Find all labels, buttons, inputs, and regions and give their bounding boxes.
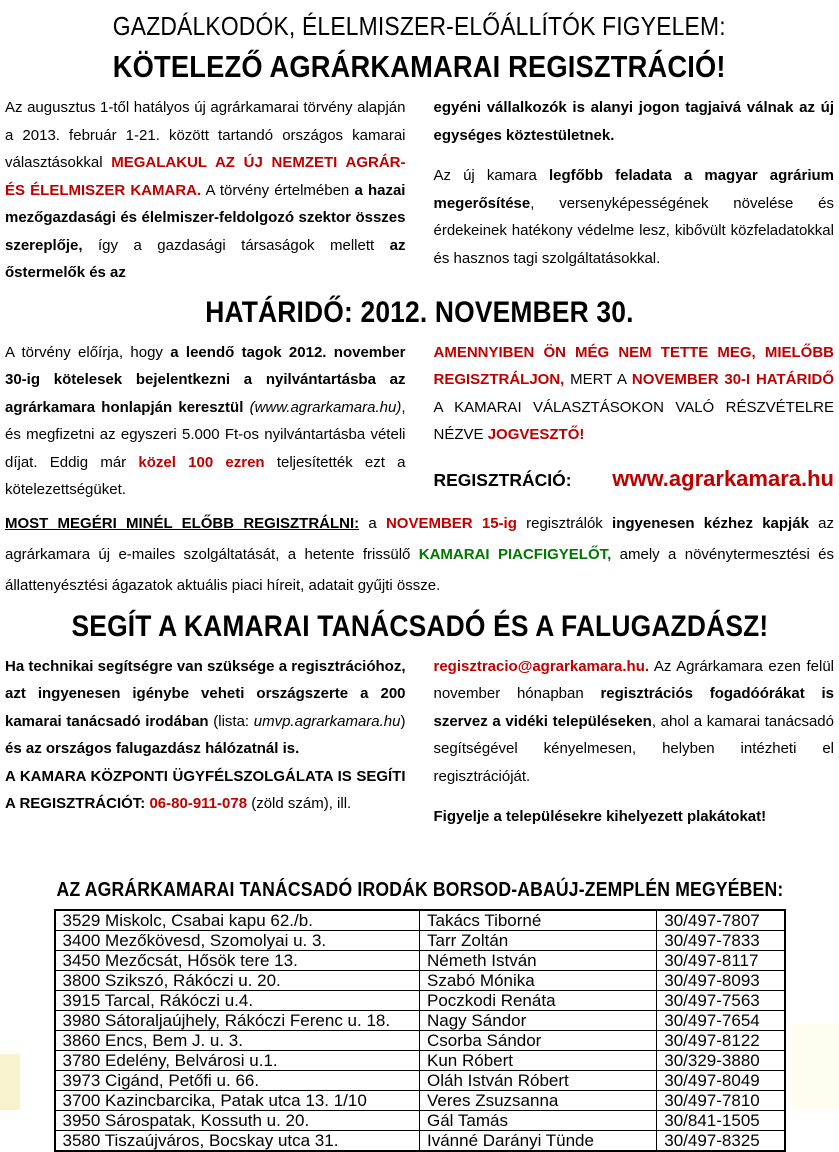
table-row bbox=[55, 910, 785, 931]
early-registration-paragraph bbox=[5, 508, 834, 601]
table-row bbox=[55, 1050, 785, 1070]
table-row bbox=[55, 1110, 785, 1130]
table-cell: Nagy Sándor bbox=[420, 1010, 657, 1030]
text-run: A KAMARAI VÁLASZTÁSOKON VALÓ RÉSZVÉTELRE NÉZVE bbox=[433, 398, 834, 443]
membership-paragraph bbox=[434, 94, 835, 149]
table-cell: 3580 Tiszaújváros, Bocskay utca 31. bbox=[55, 1130, 420, 1151]
table-cell: 3780 Edelény, Belvárosi u.1. bbox=[55, 1050, 420, 1070]
table-cell: 3860 Encs, Bem J. u. 3. bbox=[55, 1030, 420, 1050]
offices-table-title bbox=[5, 877, 834, 903]
advisor-right-column bbox=[434, 653, 835, 831]
table-cell: 30/497-8049 bbox=[657, 1070, 785, 1090]
main-title-text: KÖTELEZŐ AGRÁRKAMARAI REGISZTRÁCIÓ! bbox=[113, 49, 726, 84]
table-cell: 30/497-7654 bbox=[657, 1010, 785, 1030]
table-cell: 30/497-7810 bbox=[657, 1090, 785, 1110]
text-run: AMENNYIBEN ÖN MÉG NEM TETTE MEG, MIELŐBB REGISZTRÁLJON, bbox=[433, 343, 834, 388]
text-run: a leendő tagok 2012. november 30-ig kötelesek bejelentkezni a nyilvántartásba az agrárkamara honlapján keresztül bbox=[5, 343, 406, 416]
table-cell: Kun Róbert bbox=[420, 1050, 657, 1070]
intro-section bbox=[5, 94, 834, 287]
text-run: regisztrálók bbox=[516, 514, 613, 532]
text-run: a hazai mezőgazdasági és élelmiszer-feldolgozó szektor összes szereplője, bbox=[5, 181, 406, 254]
advisor-left-column bbox=[5, 653, 406, 831]
text-run: KAMARAI PIACFIGYELŐT, bbox=[418, 545, 612, 563]
text-run: legfőbb feladata a magyar agrárium megerősítése bbox=[433, 167, 834, 212]
table-cell: 30/497-8093 bbox=[657, 970, 785, 990]
posters-paragraph bbox=[434, 803, 835, 831]
text-run: (www.agrarkamara.hu) bbox=[249, 398, 402, 416]
table-cell: 3400 Mezőkövesd, Szomolyai u. 3. bbox=[55, 930, 420, 950]
registration-url: www.agrarkamara.hu bbox=[612, 465, 834, 491]
text-run: , versenyképességének növelése és érdekeinek hatékony védelme lesz, kibővült közfeladatokkal és hasznos tagi szolgáltatásokkal. bbox=[433, 194, 834, 267]
attention-heading-text: GAZDÁLKODÓK, ÉLELMISZER-ELŐÁLLÍTÓK FIGYELEM: bbox=[113, 11, 726, 41]
text-run: A KAMARA KÖZPONTI ÜGYFÉLSZOLGÁLATA IS SEGÍTI A REGISZTRÁCIÓT: bbox=[5, 767, 406, 812]
table-cell: Gál Tamás bbox=[420, 1110, 657, 1130]
table-cell: 30/497-8117 bbox=[657, 950, 785, 970]
table-cell: 3800 Szikszó, Rákóczi u. 20. bbox=[55, 970, 420, 990]
text-run: ingyenesen kézhez kapják bbox=[612, 514, 809, 532]
table-row bbox=[55, 930, 785, 950]
table-row bbox=[55, 1030, 785, 1050]
text-run: 06-80-911-078 bbox=[149, 795, 248, 812]
intro-paragraph bbox=[5, 94, 406, 287]
text-run: JOGVESZTŐ! bbox=[487, 426, 585, 443]
offices-table-title-text: AZ AGRÁRKAMARAI TANÁCSADÓ IRODÁK BORSOD-ABAÚJ-ZEMPLÉN MEGYÉBEN: bbox=[56, 878, 783, 901]
attention-heading bbox=[5, 8, 834, 44]
text-run: közel 100 ezren bbox=[138, 453, 265, 471]
text-run: az őstermelők és az bbox=[5, 236, 406, 281]
text-run: MEGALAKUL AZ ÚJ NEMZETI AGRÁR- ÉS ÉLELMISZER KAMARA. bbox=[5, 154, 406, 199]
scan-stain-left bbox=[0, 1054, 20, 1110]
deadline-heading bbox=[5, 293, 834, 333]
table-cell: Takács Tiborné bbox=[420, 910, 657, 931]
table-cell: 30/497-8122 bbox=[657, 1030, 785, 1050]
text-run: és az országos falugazdász hálózatnál is. bbox=[5, 740, 300, 757]
text-run: (zöld szám), ill. bbox=[247, 795, 352, 812]
text-run: (lista: bbox=[208, 712, 254, 730]
table-row bbox=[55, 1130, 785, 1151]
call-center-paragraph bbox=[5, 763, 406, 818]
text-run: teljesítették ezt a kötelezettségüket. bbox=[5, 453, 406, 498]
text-run: regisztracio@agrarkamara.hu. bbox=[433, 657, 650, 675]
deadline-heading-text: HATÁRIDŐ: 2012. NOVEMBER 30. bbox=[205, 295, 634, 329]
registration-line bbox=[434, 465, 835, 495]
text-run: NOVEMBER 30-I HATÁRIDŐ bbox=[631, 371, 835, 388]
table-cell: 30/497-7563 bbox=[657, 990, 785, 1010]
table-cell: Poczkodi Renáta bbox=[420, 990, 657, 1010]
text-run: NOVEMBER 15-ig bbox=[385, 514, 517, 532]
intro-right-column bbox=[434, 94, 835, 287]
technical-help-paragraph bbox=[5, 653, 406, 763]
text-run: Ha technikai segítségre van szüksége a regisztrációhoz, azt ingyenesen igénybe veheti országszerte a 200 kamarai tanácsadó irodában bbox=[5, 657, 406, 730]
advisor-section bbox=[5, 653, 834, 831]
obligation-paragraph bbox=[5, 339, 406, 504]
table-cell: Oláh István Róbert bbox=[420, 1070, 657, 1090]
text-run: ) bbox=[400, 712, 406, 730]
advisor-heading bbox=[5, 607, 834, 647]
text-run: regisztrációs fogadóórákat is szervez a vidéki településeken bbox=[433, 685, 834, 730]
text-run: MERT A bbox=[564, 371, 632, 388]
table-cell: 30/497-7833 bbox=[657, 930, 785, 950]
intro-left-column bbox=[5, 94, 406, 287]
table-cell: Ivánné Darányi Tünde bbox=[420, 1130, 657, 1151]
text-run: Figyelje a településekre kihelyezett plakátokat! bbox=[433, 808, 767, 825]
table-cell: Csorba Sándor bbox=[420, 1030, 657, 1050]
table-row bbox=[55, 1070, 785, 1090]
table-cell: 3915 Tarcal, Rákóczi u.4. bbox=[55, 990, 420, 1010]
registration-label: REGISZTRÁCIÓ: bbox=[433, 469, 572, 490]
table-cell: 3980 Sátoraljaújhely, Rákóczi Ferenc u. 18. bbox=[55, 1010, 420, 1030]
table-cell: 30/329-3880 bbox=[657, 1050, 785, 1070]
table-row bbox=[55, 1010, 785, 1030]
table-cell: Németh István bbox=[420, 950, 657, 970]
table-cell: 3450 Mezőcsát, Hősök tere 13. bbox=[55, 950, 420, 970]
email-office-hours-paragraph bbox=[434, 653, 835, 791]
text-run: umvp.agrarkamara.hu bbox=[253, 712, 401, 730]
text-run: MOST MEGÉRI MINÉL ELŐBB REGISZTRÁLNI: bbox=[5, 514, 360, 532]
chamber-role-paragraph bbox=[434, 162, 835, 272]
advisor-heading-text: SEGÍT A KAMARAI TANÁCSADÓ ÉS A FALUGAZDÁSZ! bbox=[71, 609, 768, 643]
text-run: amely a növénytermesztési és állattenyésztési ágazatok aktuális piaci híreit, adatait gyűjti össze. bbox=[5, 545, 835, 594]
text-run: így a gazdasági társaságok mellett bbox=[82, 236, 390, 254]
deadline-right-column bbox=[434, 339, 835, 504]
table-cell: 3950 Sárospatak, Kossuth u. 20. bbox=[55, 1110, 420, 1130]
warning-paragraph bbox=[434, 339, 835, 449]
main-title bbox=[5, 46, 834, 88]
table-cell: 30/497-8325 bbox=[657, 1130, 785, 1151]
table-cell: Veres Zsuzsanna bbox=[420, 1090, 657, 1110]
deadline-left-column bbox=[5, 339, 406, 504]
text-run: Az Agrárkamara ezen felül november hónapban bbox=[433, 657, 834, 702]
text-run: az agrárkamara új e-mailes szolgáltatását, a hetente frissülő bbox=[5, 514, 834, 563]
text-run: A törvény előírja, hogy bbox=[5, 343, 171, 361]
table-cell: 30/841-1505 bbox=[657, 1110, 785, 1130]
text-run: Az augusztus 1-től hatályos új agrárkamarai törvény alapján a 2013. február 1-21. között tartandó országos kamarai választásokkal bbox=[5, 99, 406, 171]
table-cell: Tarr Zoltán bbox=[420, 930, 657, 950]
table-cell: 3529 Miskolc, Csabai kapu 62./b. bbox=[55, 910, 420, 931]
table-row bbox=[55, 950, 785, 970]
table-cell: 30/497-7807 bbox=[657, 910, 785, 931]
text-run: a bbox=[359, 514, 386, 532]
text-run: A törvény értelmében bbox=[201, 181, 355, 199]
deadline-section bbox=[5, 339, 834, 504]
scan-stain-right bbox=[791, 1024, 839, 1110]
table-row bbox=[55, 970, 785, 990]
text-run: , ahol a kamarai tanácsadó segítségével kényelmesen, helyben intézheti el regisztrációját. bbox=[433, 712, 834, 785]
table-row bbox=[55, 990, 785, 1010]
table-cell: 3973 Cigánd, Petőfi u. 66. bbox=[55, 1070, 420, 1090]
text-run: Az új kamara bbox=[433, 167, 549, 184]
text-run: , és megfizetni az egyszeri 5.000 Ft-os nyilvántartásba vételi díjat. Eddig már bbox=[5, 398, 406, 471]
table-row bbox=[55, 1090, 785, 1110]
advisor-offices-table-body bbox=[55, 910, 785, 1151]
table-cell: Szabó Mónika bbox=[420, 970, 657, 990]
table-cell: 3700 Kazincbarcika, Patak utca 13. 1/10 bbox=[55, 1090, 420, 1110]
text-run: egyéni vállalkozók is alanyi jogon tagjaivá válnak az új egységes köztestületnek. bbox=[433, 99, 834, 144]
advisor-offices-table bbox=[54, 909, 786, 1152]
